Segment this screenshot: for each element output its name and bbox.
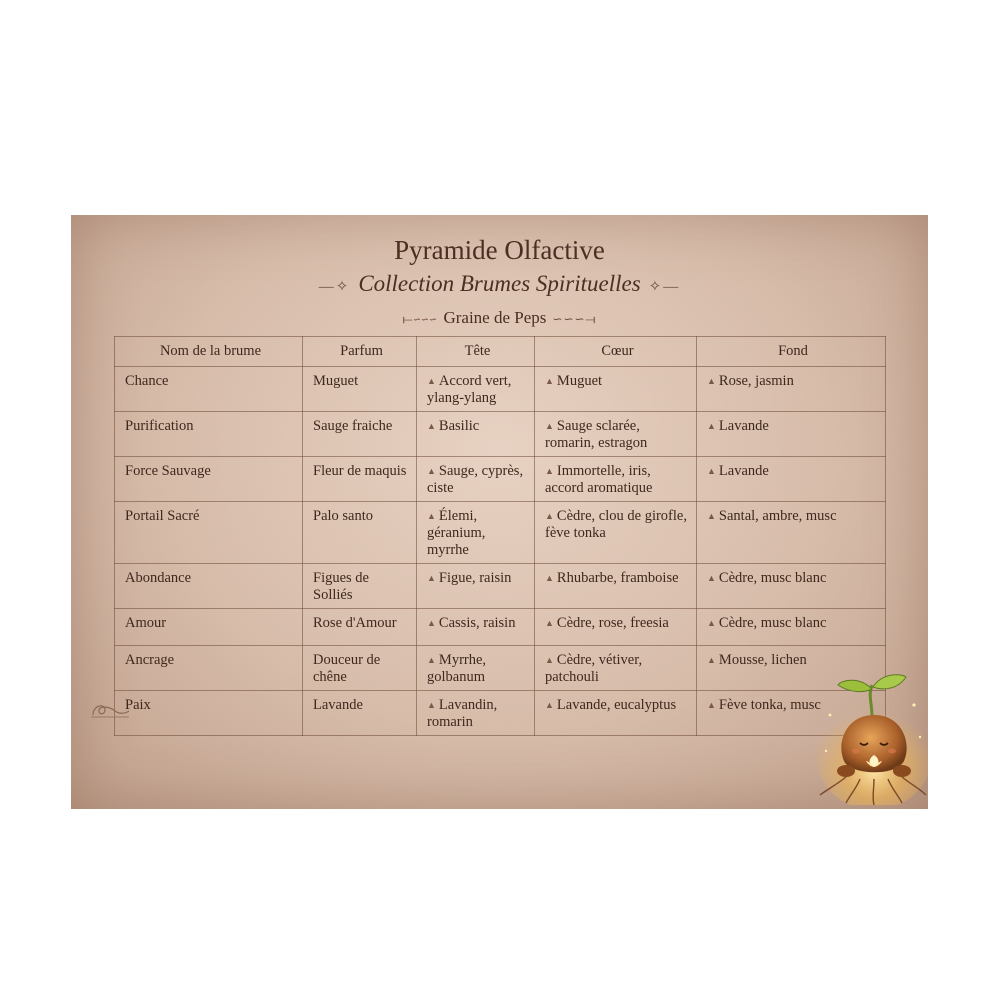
cell-coeur xyxy=(535,457,697,502)
column-header-parfum: Parfum xyxy=(303,337,417,367)
triangle-icon: ▲ xyxy=(707,618,716,628)
cell-parfum: Rose d'Amour xyxy=(303,609,417,646)
cell-nom: Purification xyxy=(115,412,303,457)
note-text: Muguet xyxy=(556,373,603,389)
triangle-icon: ▲ xyxy=(545,573,554,583)
column-header-fond: Fond xyxy=(697,337,886,367)
swirl-right-icon: ∽∽∽⟞ xyxy=(552,312,597,326)
note-text: Fève tonka, musc xyxy=(718,697,821,713)
table-header-row xyxy=(115,337,886,367)
triangle-icon: ▲ xyxy=(707,511,716,521)
cell-nom: Amour xyxy=(115,609,303,646)
cell-fond xyxy=(697,502,886,564)
triangle-icon: ▲ xyxy=(707,655,716,665)
corner-swirl-icon xyxy=(89,697,131,721)
cell-parfum: Figues de Solliés xyxy=(303,564,417,609)
table-row xyxy=(115,691,886,736)
cell-fond xyxy=(697,412,886,457)
cell-fond xyxy=(697,609,886,646)
cell-tete xyxy=(417,502,535,564)
column-header-tete: Tête xyxy=(417,337,535,367)
table-row xyxy=(115,457,886,502)
fragrance-table xyxy=(114,336,886,736)
cell-tete xyxy=(417,609,535,646)
note-text: Immortelle, iris, accord aromatique xyxy=(545,463,653,496)
cell-nom: Ancrage xyxy=(115,646,303,691)
triangle-icon: ▲ xyxy=(707,421,716,431)
note-text: Lavande xyxy=(718,463,769,479)
cell-coeur xyxy=(535,412,697,457)
table-row xyxy=(115,502,886,564)
cell-nom: Force Sauvage xyxy=(115,457,303,502)
note-text: Rhubarbe, framboise xyxy=(556,570,679,586)
triangle-icon: ▲ xyxy=(545,655,554,665)
triangle-icon: ▲ xyxy=(545,466,554,476)
note-text: Mousse, lichen xyxy=(718,652,807,668)
subtitle-line xyxy=(71,271,928,297)
cell-parfum: Lavande xyxy=(303,691,417,736)
triangle-icon: ▲ xyxy=(427,573,436,583)
cell-tete xyxy=(417,412,535,457)
cell-nom: Abondance xyxy=(115,564,303,609)
cell-parfum: Fleur de maquis xyxy=(303,457,417,502)
cell-coeur xyxy=(535,502,697,564)
note-text: Figue, raisin xyxy=(438,570,512,586)
note-text: Cèdre, musc blanc xyxy=(718,570,827,586)
triangle-icon: ▲ xyxy=(545,700,554,710)
table-row xyxy=(115,412,886,457)
triangle-icon: ▲ xyxy=(545,618,554,628)
note-text: Lavande, eucalyptus xyxy=(556,697,677,713)
cell-coeur xyxy=(535,691,697,736)
column-header-nom: Nom de la brume xyxy=(115,337,303,367)
flourish-right-icon: ✧— xyxy=(648,279,681,295)
triangle-icon: ▲ xyxy=(545,376,554,386)
note-text: Accord vert, ylang-ylang xyxy=(427,373,512,406)
cell-coeur xyxy=(535,564,697,609)
cell-coeur xyxy=(535,367,697,412)
cell-tete xyxy=(417,564,535,609)
triangle-icon: ▲ xyxy=(545,511,554,521)
brand-name: Graine de Peps xyxy=(443,308,547,327)
table-row xyxy=(115,564,886,609)
cell-nom: Paix xyxy=(115,691,303,736)
triangle-icon: ▲ xyxy=(427,376,436,386)
cell-parfum: Palo santo xyxy=(303,502,417,564)
triangle-icon: ▲ xyxy=(707,466,716,476)
note-text: Cèdre, musc blanc xyxy=(718,615,827,631)
cell-tete xyxy=(417,646,535,691)
cell-fond xyxy=(697,564,886,609)
page-title: Pyramide Olfactive xyxy=(394,235,605,265)
triangle-icon: ▲ xyxy=(707,700,716,710)
triangle-icon: ▲ xyxy=(427,466,436,476)
cell-parfum: Muguet xyxy=(303,367,417,412)
table-row xyxy=(115,367,886,412)
triangle-icon: ▲ xyxy=(427,511,436,521)
flourish-left-icon: —✧ xyxy=(318,279,351,295)
triangle-icon: ▲ xyxy=(427,421,436,431)
note-text: Cèdre, clou de girofle, fève tonka xyxy=(545,508,687,541)
cell-coeur xyxy=(535,646,697,691)
note-text: Sauge, cyprès, ciste xyxy=(427,463,524,496)
cell-fond xyxy=(697,367,886,412)
cell-tete xyxy=(417,691,535,736)
table-row xyxy=(115,609,886,646)
note-text: Basilic xyxy=(438,418,480,434)
cell-coeur xyxy=(535,609,697,646)
note-text: Cèdre, rose, freesia xyxy=(556,615,669,631)
note-text: Lavande xyxy=(718,418,769,434)
note-text: Rose, jasmin xyxy=(718,373,794,389)
cell-tete xyxy=(417,457,535,502)
seed-sprout-mascot-icon xyxy=(816,655,928,805)
cell-parfum: Sauge fraiche xyxy=(303,412,417,457)
triangle-icon: ▲ xyxy=(427,700,436,710)
cell-parfum: Douceur de chêne xyxy=(303,646,417,691)
triangle-icon: ▲ xyxy=(545,421,554,431)
cell-tete xyxy=(417,367,535,412)
triangle-icon: ▲ xyxy=(707,376,716,386)
note-text: Cassis, raisin xyxy=(438,615,516,631)
brand-line xyxy=(71,308,928,328)
note-text: Cèdre, vétiver, patchouli xyxy=(545,652,643,685)
column-header-coeur: Cœur xyxy=(535,337,697,367)
table-row xyxy=(115,646,886,691)
olfactive-card xyxy=(71,215,928,809)
note-text: Lavandin, romarin xyxy=(427,697,498,730)
note-text: Sauge sclarée, romarin, estragon xyxy=(545,418,648,451)
note-text: Élemi, géranium, myrrhe xyxy=(427,508,486,558)
triangle-icon: ▲ xyxy=(427,618,436,628)
cell-nom: Portail Sacré xyxy=(115,502,303,564)
collection-subtitle: Collection Brumes Spirituelles xyxy=(358,271,641,296)
cell-nom: Chance xyxy=(115,367,303,412)
cell-fond xyxy=(697,457,886,502)
triangle-icon: ▲ xyxy=(707,573,716,583)
note-text: Santal, ambre, musc xyxy=(718,508,837,524)
note-text: Myrrhe, golbanum xyxy=(427,652,487,685)
swirl-left-icon: ⟝∽∽∽ xyxy=(402,312,438,326)
triangle-icon: ▲ xyxy=(427,655,436,665)
